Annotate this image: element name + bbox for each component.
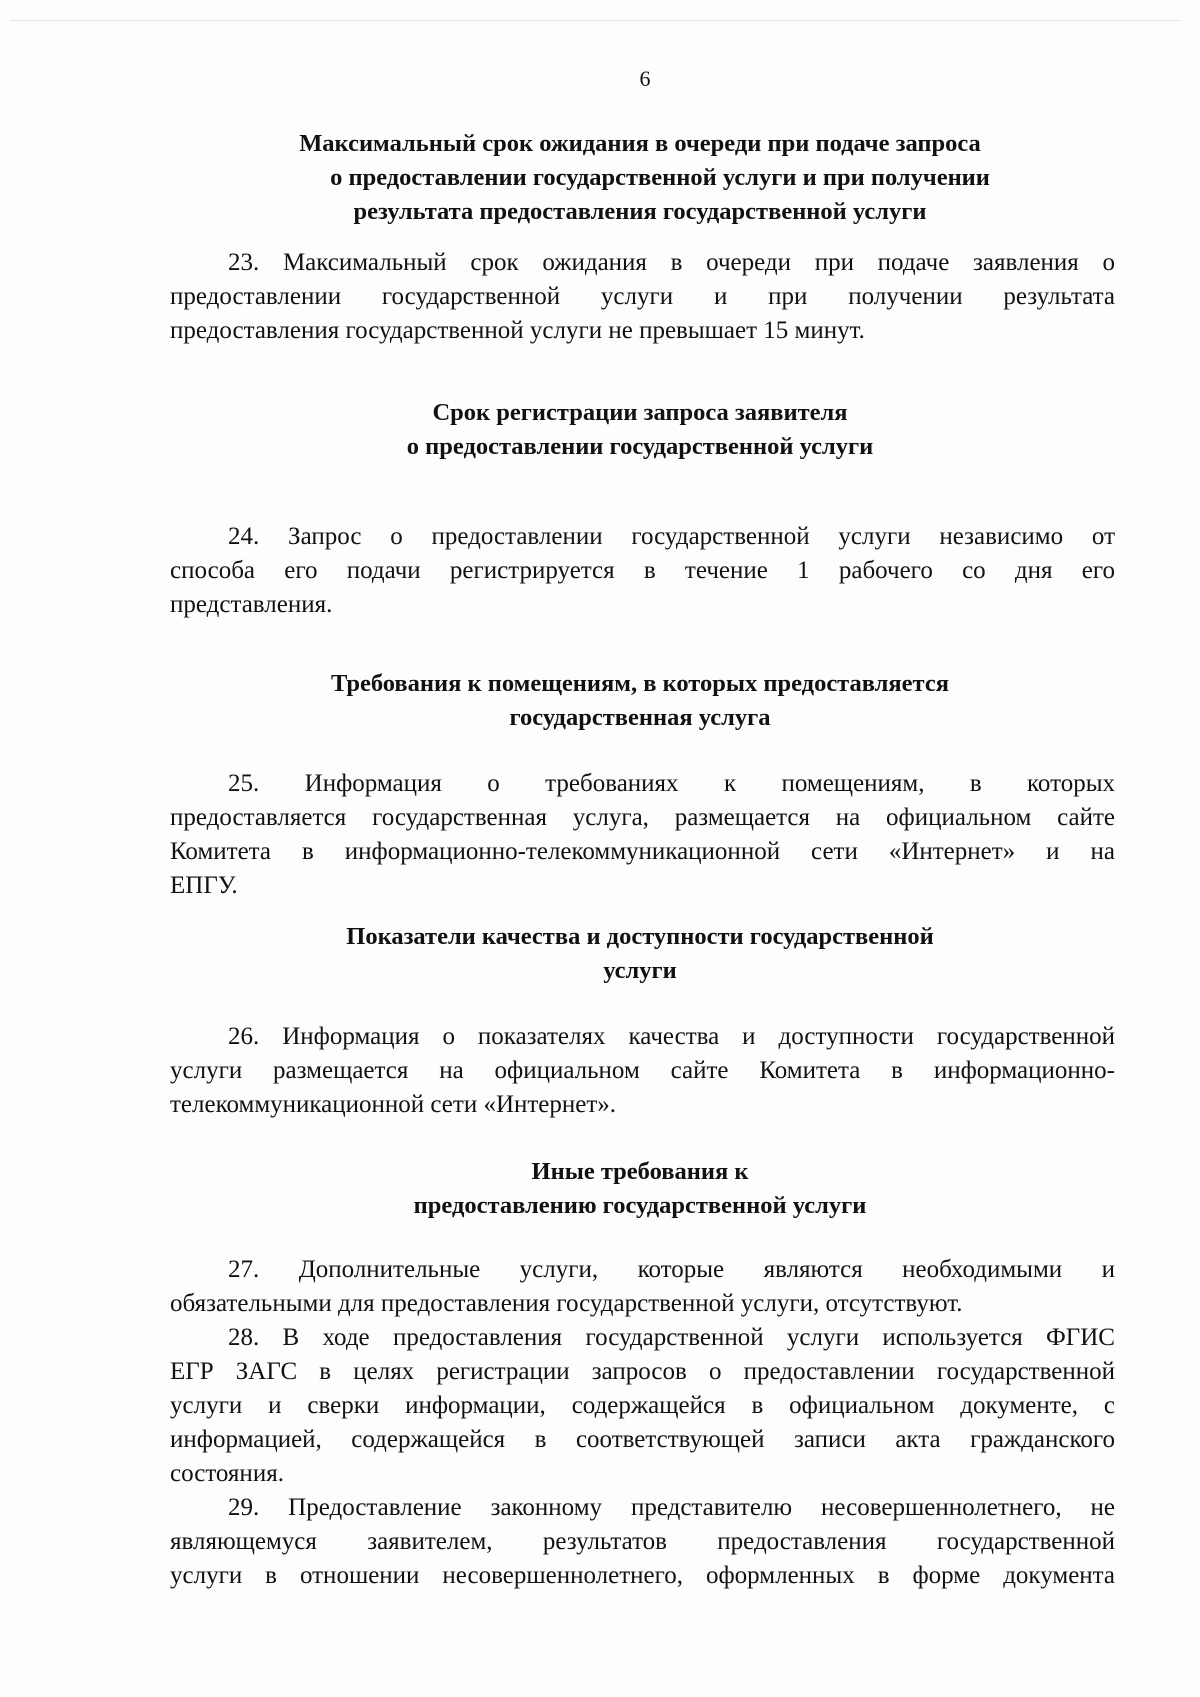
paragraph-line: предоставления государственной услуги не превышает 15 минут. <box>170 317 865 344</box>
paragraph-line: представления. <box>170 591 333 618</box>
section-title-other <box>160 1155 1120 1223</box>
title-line: Срок регистрации запроса заявителя <box>432 399 848 426</box>
paragraph-25 <box>170 767 1115 903</box>
paragraph-line: 27. Дополнительные услуги, которые являются необходимыми и <box>228 1256 1115 1283</box>
paragraph-line: 23. Максимальный срок ожидания в очереди при подаче заявления о <box>228 249 1115 276</box>
paragraph-line: Комитета в информационно-телекоммуникационной сети «Интернет» и на <box>170 838 1115 865</box>
paragraph-line: предоставляется государственная услуга, размещается на официальном сайте <box>170 804 1115 831</box>
paragraph-29 <box>170 1491 1115 1593</box>
paragraph-26 <box>170 1020 1115 1122</box>
paragraph-28 <box>170 1321 1115 1491</box>
section-title-premises <box>160 667 1120 735</box>
paragraph-line: способа его подачи регистрируется в течение 1 рабочего со дня его <box>170 557 1115 584</box>
paragraph-line: 29. Предоставление законному представителю несовершеннолетнего, не <box>228 1494 1115 1521</box>
title-line: услуги <box>603 957 677 984</box>
paragraph-23 <box>170 246 1115 348</box>
paragraph-line: обязательными для предоставления государственной услуги, отсутствуют. <box>170 1290 963 1317</box>
paragraph-line: услуги размещается на официальном сайте Комитета в информационно- <box>170 1057 1115 1084</box>
title-line: Показатели качества и доступности государственной <box>346 923 934 950</box>
paragraph-line: информацией, содержащейся в соответствующей записи акта гражданского <box>170 1426 1115 1453</box>
paragraph-27 <box>170 1253 1115 1321</box>
page-top-rule <box>10 20 1180 21</box>
paragraph-line: телекоммуникационной сети «Интернет». <box>170 1091 617 1118</box>
paragraph-24 <box>170 520 1115 622</box>
paragraph-line: предоставлении государственной услуги и при получении результата <box>170 283 1115 310</box>
paragraph-line: 26. Информация о показателях качества и доступности государственной <box>228 1023 1115 1050</box>
paragraph-line: 24. Запрос о предоставлении государственной услуги независимо от <box>228 523 1115 550</box>
paragraph-line: услуги в отношении несовершеннолетнего, оформленных в форме документа <box>170 1562 1115 1589</box>
title-line: Требования к помещениям, в которых предоставляется <box>330 670 950 697</box>
section-title-max-wait <box>160 127 1120 229</box>
paragraph-line: 28. В ходе предоставления государственной услуги используется ФГИС <box>228 1324 1115 1351</box>
title-line: о предоставлении государственной услуги <box>406 433 874 460</box>
section-title-quality <box>160 920 1120 988</box>
section-title-registration <box>160 396 1120 464</box>
title-line: Иные требования к <box>531 1158 749 1185</box>
paragraph-line: состояния. <box>170 1460 284 1487</box>
title-line: государственная услуга <box>509 704 771 731</box>
page-number: 6 <box>639 66 651 91</box>
title-line: о предоставлении государственной услуги и при получении <box>330 164 990 191</box>
title-line: Максимальный срок ожидания в очереди при подаче запроса <box>299 130 981 157</box>
paragraph-line: ЕГР ЗАГС в целях регистрации запросов о предоставлении государственной <box>170 1358 1115 1385</box>
title-line: предоставлению государственной услуги <box>413 1192 867 1219</box>
paragraph-line: являющемуся заявителем, результатов предоставления государственной <box>170 1528 1115 1555</box>
title-line: результата предоставления государственной услуги <box>353 198 927 225</box>
paragraph-line: услуги и сверки информации, содержащейся в официальном документе, с <box>170 1392 1115 1419</box>
paragraph-line: ЕПГУ. <box>170 872 238 899</box>
paragraph-line: 25. Информация о требованиях к помещениям, в которых <box>228 770 1115 797</box>
